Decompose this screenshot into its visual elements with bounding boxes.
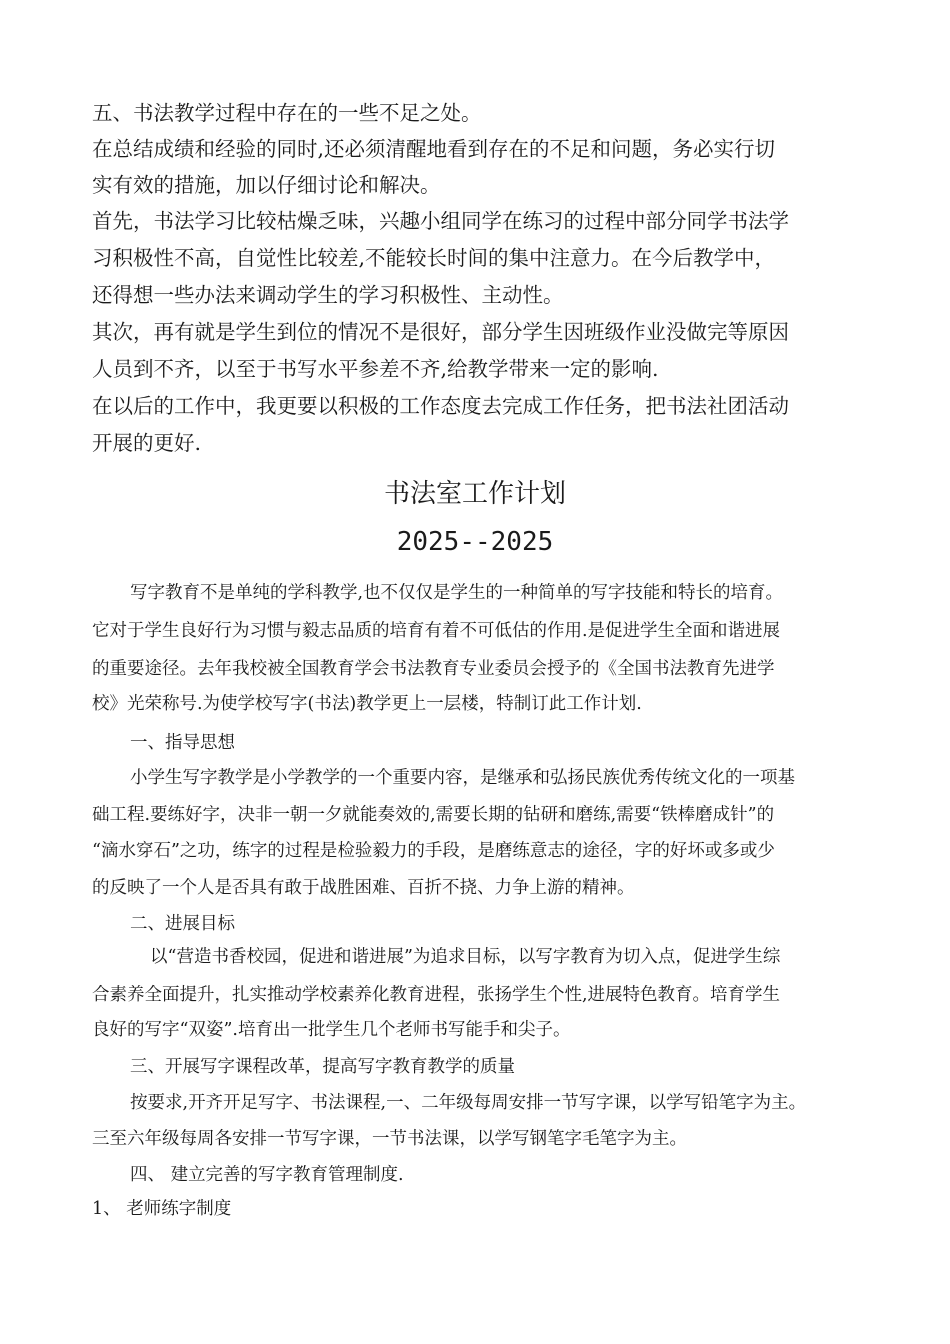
intro-line: 写字教育不是单纯的学科教学,也不仅仅是学生的一种简单的写字技能和特长的培育。 [130,583,784,603]
section5-heading: 五、书法教学过程中存在的一些不足之处。 [92,101,482,125]
paragraph-line: 其次，再有就是学生到位的情况不是很好，部分学生因班级作业没做完等原因 [92,320,789,344]
section-heading-2: 二、进展目标 [130,914,235,934]
paragraph-line: 良好的写字“双姿”.培育出一批学生几个老师书写能手和尖子。 [92,1020,571,1040]
paragraph-line: 人员到不齐，以至于书写水平参差不齐,给教学带来一定的影响. [92,357,659,381]
section-heading-1: 一、指导思想 [130,733,235,753]
paragraph-line: 三至六年级每周各安排一节写字课，一节书法课，以学写钢笔字毛笔字为主。 [92,1129,687,1149]
paragraph-line: 在总结成绩和经验的同时,还必须清醒地看到存在的不足和问题，务必实行切 [92,137,776,161]
paragraph-line: 首先，书法学习比较枯燥乏味，兴趣小组同学在练习的过程中部分同学书法学 [92,209,789,233]
intro-line: 它对于学生良好行为习惯与毅志品质的培育有着不可低估的作用.是促进学生全面和谐进展 [92,621,781,641]
section-heading-3: 三、开展写字课程改革，提高写字教育教学的质量 [130,1057,515,1077]
subsection-heading: 1、 老师练字制度 [92,1199,232,1219]
paragraph-line: 础工程.要练好字，决非一朝一夕就能奏效的,需要长期的钻研和磨练,需要“铁棒磨成针”的 [92,805,775,825]
paragraph-line: 实有效的措施，加以仔细讨论和解决。 [92,173,441,197]
plan-year: 2025--2025 [396,527,554,557]
paragraph-line: 以“营造书香校园，促进和谐进展”为追求目标，以写字教育为切入点，促进学生综 [150,947,781,967]
paragraph-line: 小学生写字教学是小学教学的一个重要内容，是继承和弘扬民族优秀传统文化的一项基 [130,768,795,788]
intro-line: 校》光荣称号.为使学校写字(书法)教学更上一层楼，特制订此工作计划. [92,694,642,714]
paragraph-line: “滴水穿石”之功，练字的过程是检验毅力的手段，是磨练意志的途径，字的好坏或多或少 [92,841,775,861]
intro-line: 的重要途径。去年我校被全国教育学会书法教育专业委员会授予的《全国书法教育先进学 [92,659,775,679]
paragraph-line: 合素养全面提升，扎实推动学校素养化教育进程，张扬学生个性,进展特色教育。培育学生 [92,985,781,1005]
paragraph-line: 还得想一些办法来调动学生的学习积极性、主动性。 [92,283,564,307]
paragraph-line: 在以后的工作中，我更要以积极的工作态度去完成工作任务，把书法社团活动 [92,394,789,418]
paragraph-line: 习积极性不高，自觉性比较差,不能较长时间的集中注意力。在今后教学中， [92,246,776,270]
paragraph-line: 的反映了一个人是否具有敢于战胜困难、百折不挠、力争上游的精神。 [92,878,635,898]
paragraph-line: 开展的更好. [92,431,202,455]
section-heading-4: 四、 建立完善的写字教育管理制度. [130,1165,404,1185]
plan-title: 书法室工作计划 [383,479,566,509]
paragraph-line: 按要求,开齐开足写字、书法课程,一、二年级每周安排一节写字课，以学写铅笔字为主。 [130,1093,807,1113]
